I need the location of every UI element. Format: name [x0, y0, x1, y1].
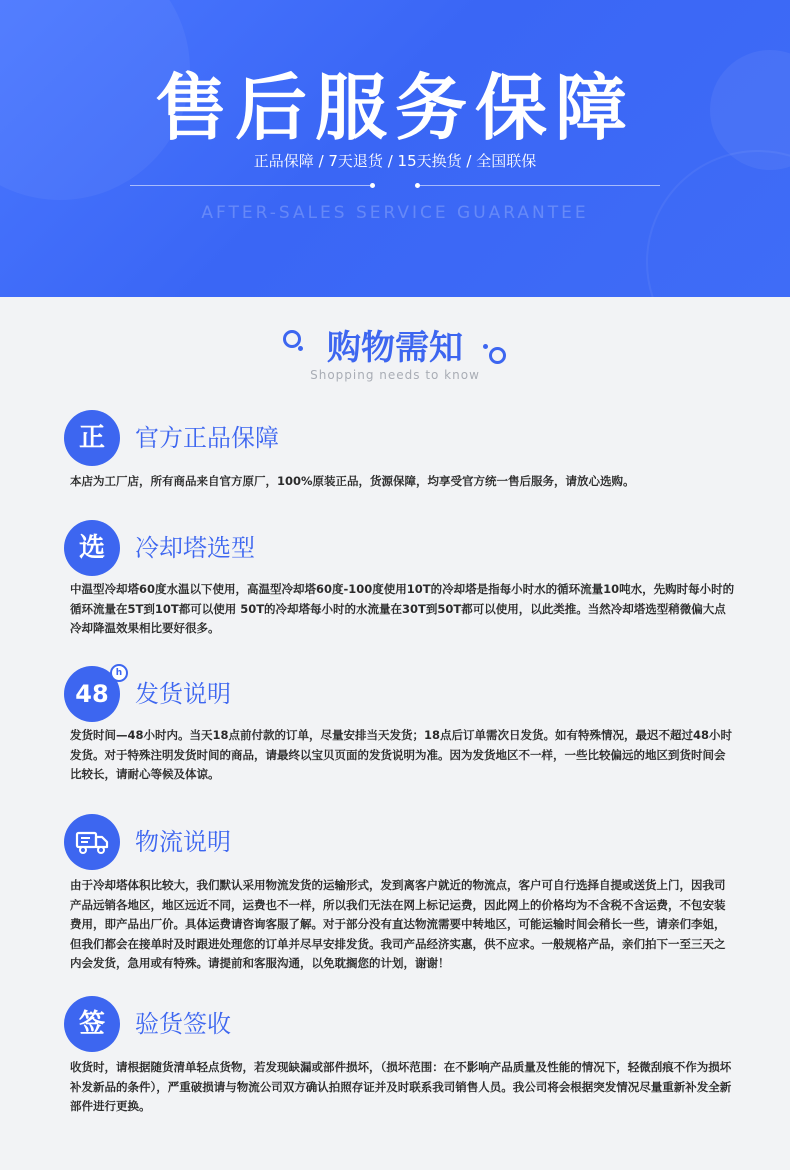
dot-decor-icon [483, 344, 488, 349]
sign-badge-icon: 签 [64, 996, 120, 1052]
section-title: 发货说明 [135, 680, 231, 708]
hero-banner [0, 0, 790, 297]
section-text: 本店为工厂店，所有商品来自官方原厂，100%原装正品，货源保障，均享受官方统一售后服务，请放心选购。 [70, 474, 635, 488]
section-title: 物流说明 [135, 828, 231, 856]
notice-english: Shopping needs to know [310, 368, 480, 382]
section-text: 中温型冷却塔60度水温以下使用，高温型冷却塔60度-100度使用10T的冷却塔是指每小时水的循环流量10吨水，先购时每小时的循环流量在5T到10T都可以使用 50T的冷却塔每小时的水流量在30T到50T都可以使用，以此类推。当然冷却塔选型稍微偏大点冷却降温效果相比要好很多。 [70, 582, 735, 635]
divider-line [130, 185, 370, 186]
hero-english-title: AFTER-SALES SERVICE GUARANTEE [201, 203, 589, 223]
section-inspection [64, 996, 734, 1126]
section-logistics [64, 814, 734, 984]
divider-line [420, 185, 660, 186]
divider-dot [370, 183, 375, 188]
select-badge-icon: 选 [64, 520, 120, 576]
ring-decor-icon [489, 347, 506, 364]
notice-header [0, 322, 790, 392]
section-shipping [64, 666, 734, 796]
hero-title: 售后服务保障 [154, 66, 635, 150]
hero-subtitle: 正品保障 / 7天退货 / 15天换货 / 全国联保 [253, 152, 537, 170]
badge-number: 48 [75, 680, 109, 708]
section-title: 验货签收 [135, 1010, 231, 1038]
section-title: 冷却塔选型 [135, 534, 255, 562]
section-selection [64, 520, 734, 650]
section-text: 由于冷却塔体积比较大，我们默认采用物流发货的运输形式，发到离客户就近的物流点，客户可自行选择自提或送货上门，因我司产品远销各地区，地区远近不同，运费也不一样，所以我们无法在网上标记运费，因此网上的价格均为不含税不含运费，不包安装费用，即产品出厂价。具体运费请咨询客服了解。对于部分没有直达物流需要中转地区，可能运输时间会稍长一些，请亲们李姐，但我们都会在接单时及时跟进处理您的订单并尽早安排发货。我司产品经济实惠，供不应求。一般规格产品，亲们拍下一至三天之内会发货，急用或有特殊。请提前和客服沟通，以免耽搁您的计划，谢谢！ [70, 878, 726, 970]
truck-icon [64, 814, 120, 870]
section-title: 官方正品保障 [135, 424, 279, 452]
section-text: 发货时间—48小时内。当天18点前付款的订单，尽量安排当天发货；18点后订单需次日发货。如有特殊情况，最迟不超过48小时发货。对于特殊注明发货时间的商品，请最终以宝贝页面的发货说明为准。因为发货地区不一样，一些比较偏远的地区到货时间会比较长，请耐心等候及体谅。 [70, 728, 733, 781]
truck-svg [64, 814, 120, 870]
hour-superscript: h [110, 664, 128, 682]
notice-title: 购物需知 [327, 328, 463, 368]
decor-ring [646, 150, 790, 297]
section-text: 收货时，请根据随货清单轻点货物，若发现缺漏或部件损坏，（损坏范围：在不影响产品质量及性能的情况下，轻微刮痕不作为损坏补发新品的条件），严重破损请与物流公司双方确认拍照存证并及时联系我司销售人员。我公司将会根据突发情况尽量重新补发全新部件进行更换。 [70, 1060, 732, 1113]
section-genuine [64, 410, 734, 500]
genuine-badge-icon: 正 [64, 410, 120, 466]
